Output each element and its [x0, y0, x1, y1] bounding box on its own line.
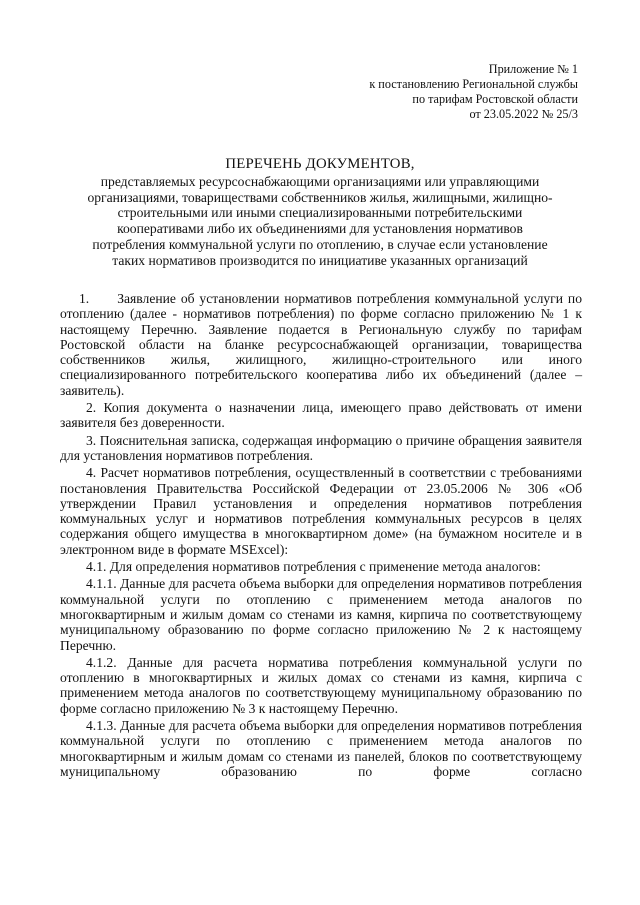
- item-1-number: 1.: [79, 291, 90, 306]
- subtitle-line: строительными или иными специализированными потребительскими: [117, 205, 523, 221]
- appendix-line: по тарифам Ростовской области: [412, 92, 578, 106]
- appendix-line: Приложение № 1: [488, 62, 578, 76]
- item-4-1: 4.1. Для определения нормативов потребления с применение метода аналогов:: [86, 559, 541, 575]
- subtitle-line: кооперативами либо их объединениями для установления нормативов: [117, 221, 523, 237]
- appendix-reference: [369, 62, 578, 122]
- appendix-line: к постановлению Региональной службы: [369, 77, 578, 91]
- item-4: 4. Расчет нормативов потребления, осуществленный в соответствии с требованиями постановления Правительства Российской Федерации от 23.05.2006 № 306 «Об утверждении Правил установления и определения нормативов потребления коммунальных услуг и нормативов потребления коммунальных ресурсов в целях содержания общего имущества в многоквартирном доме» (на бумажном носителе и в электронном виде в формате MSExcel):: [60, 465, 582, 557]
- item-4-1-1: 4.1.1. Данные для расчета объема выборки для определения нормативов потребления коммунальной услуги по отоплению с применением метода аналогов по многоквартирным и жилым домам со стенами из камня, кирпича по соответствующему муниципальному образованию по форме согласно приложению № 2 к настоящему Перечню.: [60, 576, 582, 653]
- subtitle-line: таких нормативов производится по инициативе указанных организаций: [112, 252, 528, 268]
- item-4-1-3: 4.1.3. Данные для расчета объема выборки для определения нормативов потребления коммунальной услуги по отоплению с применением метода аналогов по многоквартирным и жилым домам со стенами из панелей, блоков по соответствующему муниципальному образованию по форме согласно: [60, 718, 582, 779]
- item-3: 3. Пояснительная записка, содержащая информацию о причине обращения заявителя для установления нормативов потребления.: [60, 432, 582, 463]
- document-subtitle: [55, 174, 585, 268]
- subtitle-line: потребления коммунальной услуги по отоплению, в случае если установление: [92, 236, 548, 252]
- appendix-date-line: от 23.05.2022 № 25/3: [469, 107, 578, 121]
- subtitle-line: организациями, товариществами собственников жилья, жилищными, жилищно-: [87, 189, 553, 205]
- item-1-text: Заявление об установлении нормативов потребления коммунальной услуги по отоплению (далее - нормативов потребления) по форме согласно приложению № 1 к настоящему Перечню. Заявление подается в Региональную службу по тарифам Ростовской области на бланке ресурсоснабжающей организации, товарищества собственников жилья, жилищного, жилищно-строительного или иного специализированного потребительского кооператива либо их объединений (далее – заявитель).: [60, 291, 582, 398]
- item-1: [60, 291, 582, 398]
- subtitle-line: представляемых ресурсоснабжающими организациями или управляющими: [100, 174, 540, 189]
- item-4-1-2: 4.1.2. Данные для расчета норматива потребления коммунальной услуги по отоплению в многоквартирных и жилых домах со стенами из камня, кирпича с применением метода аналогов по соответствующему муниципальному образованию по форме согласно приложению № 3 к настоящему Перечню.: [60, 654, 582, 716]
- document-title: ПЕРЕЧЕНЬ ДОКУМЕНТОВ,: [225, 156, 415, 172]
- item-2: 2. Копия документа о назначении лица, имеющего право действовать от имени заявителя без доверенности.: [60, 400, 582, 431]
- document-body: [60, 291, 582, 779]
